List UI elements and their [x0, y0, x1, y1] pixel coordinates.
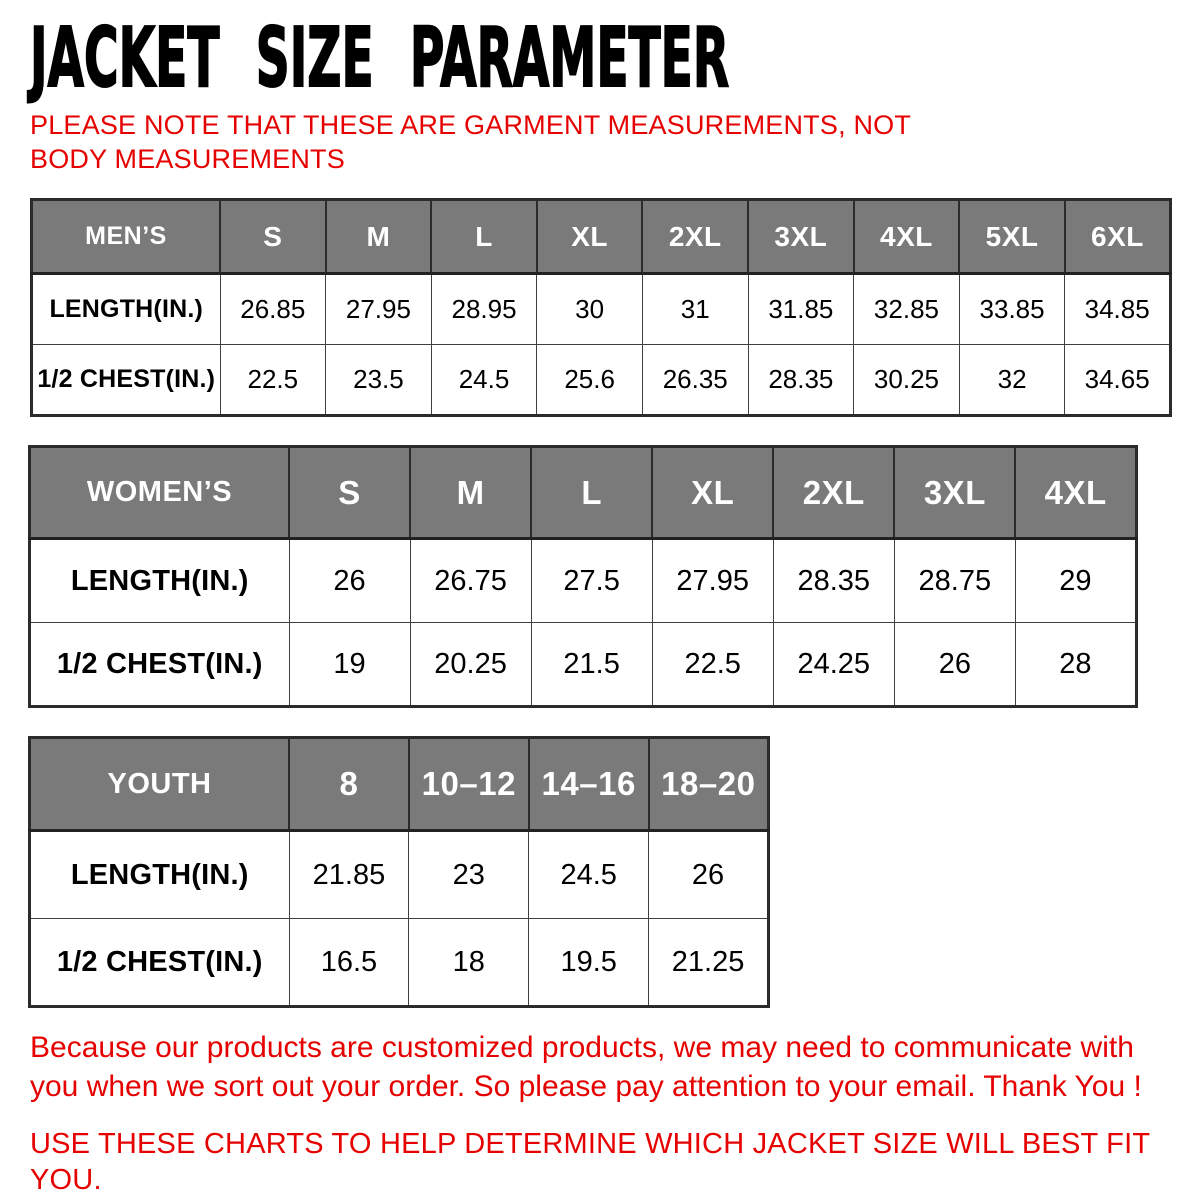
- size-value: 27.95: [326, 274, 432, 345]
- size-value: 33.85: [959, 274, 1065, 345]
- size-value: 20.25: [410, 623, 531, 707]
- size-value: 28: [1015, 623, 1136, 707]
- size-value: 32: [959, 345, 1065, 416]
- row-label: LENGTH(IN.): [32, 274, 221, 345]
- size-column-header: 10–12: [409, 738, 529, 831]
- size-column-header: S: [220, 200, 326, 274]
- size-value: 27.5: [531, 539, 652, 623]
- size-column-header: 4XL: [1015, 447, 1136, 539]
- size-column-header: 14–16: [529, 738, 649, 831]
- size-value: 21.25: [649, 919, 769, 1007]
- size-value: 31.85: [748, 274, 854, 345]
- header-row: [30, 738, 769, 831]
- size-column-header: 8: [289, 738, 409, 831]
- size-value: 29: [1015, 539, 1136, 623]
- size-value: 24.5: [529, 831, 649, 919]
- size-column-header: L: [531, 447, 652, 539]
- table-row: [30, 539, 1137, 623]
- size-value: 18: [409, 919, 529, 1007]
- size-value: 26.85: [220, 274, 326, 345]
- size-value: 26: [894, 623, 1015, 707]
- size-value: 28.95: [431, 274, 537, 345]
- table-row: [32, 274, 1171, 345]
- size-column-header: 4XL: [854, 200, 960, 274]
- size-value: 26.75: [410, 539, 531, 623]
- size-column-header: S: [289, 447, 410, 539]
- table-category-header: MEN’S: [32, 200, 221, 274]
- size-value: 27.95: [652, 539, 773, 623]
- usage-note: USE THESE CHARTS TO HELP DETERMINE WHICH JACKET SIZE WILL BEST FIT YOU.: [30, 1128, 1150, 1196]
- table-category-header: YOUTH: [30, 738, 290, 831]
- size-column-header: 6XL: [1065, 200, 1171, 274]
- table-category-header: WOMEN’S: [30, 447, 290, 539]
- page-title-text: JACKET SIZE PARAMETER: [30, 11, 730, 106]
- size-value: 21.5: [531, 623, 652, 707]
- size-column-header: XL: [537, 200, 643, 274]
- size-value: 28.75: [894, 539, 1015, 623]
- size-value: 23.5: [326, 345, 432, 416]
- size-column-header: 3XL: [894, 447, 1015, 539]
- size-column-header: 18–20: [649, 738, 769, 831]
- table-row: [30, 831, 769, 919]
- size-value: 22.5: [220, 345, 326, 416]
- table-row: [30, 919, 769, 1007]
- row-label: LENGTH(IN.): [30, 539, 290, 623]
- size-value: 19.5: [529, 919, 649, 1007]
- size-value: 26: [289, 539, 410, 623]
- size-value: 34.85: [1065, 274, 1171, 345]
- size-value: 30: [537, 274, 643, 345]
- header-row: [30, 447, 1137, 539]
- size-value: 32.85: [854, 274, 960, 345]
- customization-note: Because our products are customized products, we may need to communicate with you when we sort out your order. So please pay attention to your email. Thank You !: [30, 1031, 1142, 1103]
- size-column-header: 5XL: [959, 200, 1065, 274]
- size-value: 24.5: [431, 345, 537, 416]
- size-column-header: M: [410, 447, 531, 539]
- size-column-header: XL: [652, 447, 773, 539]
- row-label: LENGTH(IN.): [30, 831, 290, 919]
- size-value: 21.85: [289, 831, 409, 919]
- size-value: 24.25: [773, 623, 894, 707]
- size-value: 28.35: [748, 345, 854, 416]
- size-table-womens: [28, 445, 1138, 708]
- size-table-youth: [28, 736, 770, 1008]
- garment-measurement-note: PLEASE NOTE THAT THESE ARE GARMENT MEASUREMENTS, NOT BODY MEASUREMENTS: [30, 110, 911, 174]
- size-column-header: 2XL: [773, 447, 894, 539]
- size-value: 30.25: [854, 345, 960, 416]
- size-table-mens: [30, 198, 1172, 417]
- row-label: 1/2 CHEST(IN.): [30, 623, 290, 707]
- table-row: [32, 345, 1171, 416]
- size-value: 22.5: [652, 623, 773, 707]
- size-value: 16.5: [289, 919, 409, 1007]
- row-label: 1/2 CHEST(IN.): [32, 345, 221, 416]
- table-row: [30, 623, 1137, 707]
- size-column-header: L: [431, 200, 537, 274]
- size-value: 31: [642, 274, 748, 345]
- size-value: 26.35: [642, 345, 748, 416]
- size-value: 26: [649, 831, 769, 919]
- size-value: 25.6: [537, 345, 643, 416]
- size-value: 19: [289, 623, 410, 707]
- size-column-header: 3XL: [748, 200, 854, 274]
- size-value: 34.65: [1065, 345, 1171, 416]
- page-title: [30, 11, 1200, 106]
- size-value: 28.35: [773, 539, 894, 623]
- size-column-header: M: [326, 200, 432, 274]
- size-column-header: 2XL: [642, 200, 748, 274]
- row-label: 1/2 CHEST(IN.): [30, 919, 290, 1007]
- header-row: [32, 200, 1171, 274]
- size-value: 23: [409, 831, 529, 919]
